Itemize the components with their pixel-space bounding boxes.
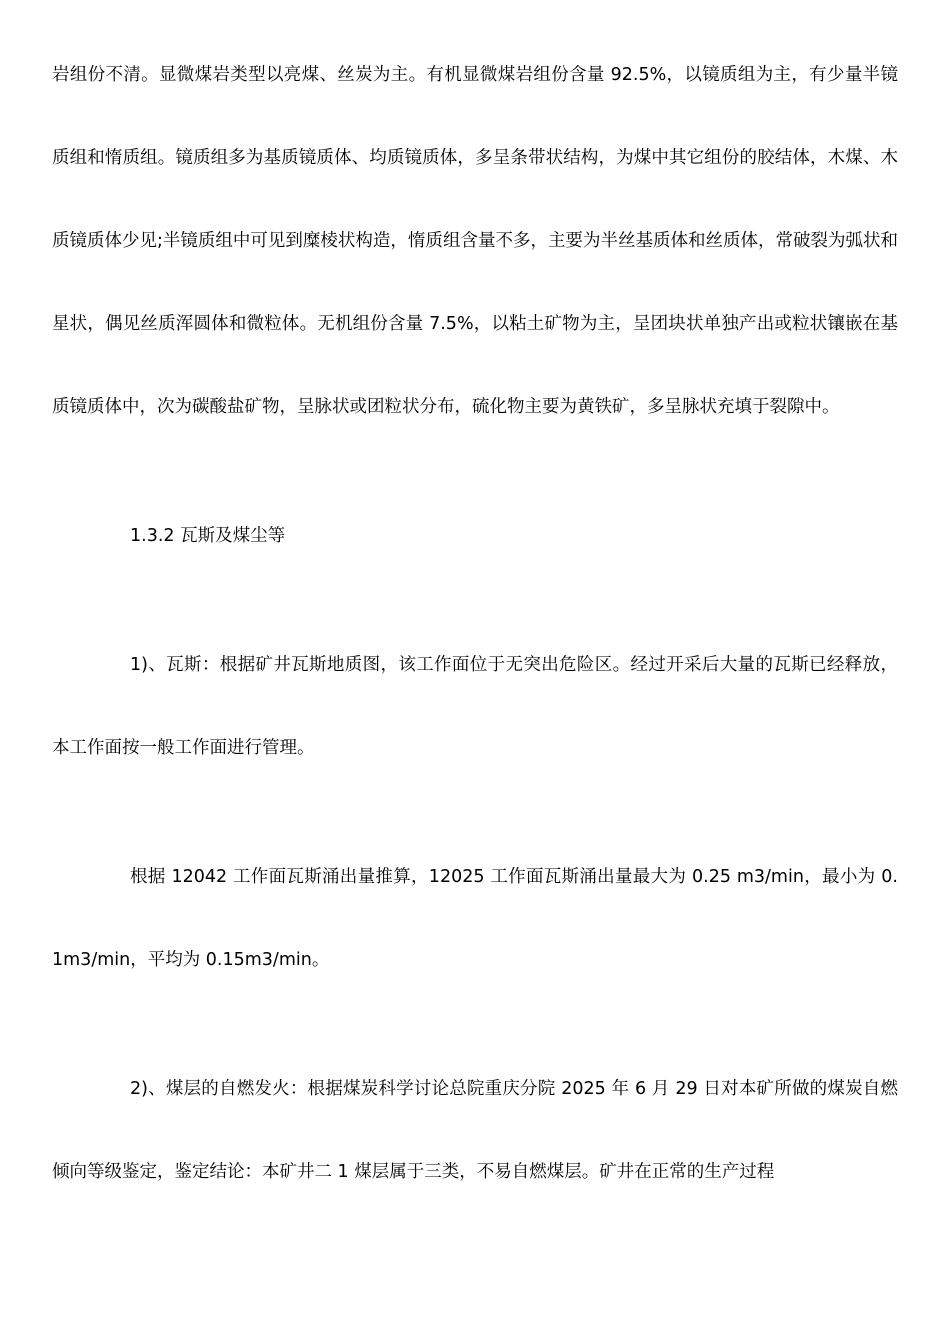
paragraph-coal-petrography: 岩组份不清。显微煤岩类型以亮煤、丝炭为主。有机显微煤岩组份含量 92.5%，以镜质组为主，有少量半镜质组和惰质组。镜质组多为基质镜质体、均质镜质体，多呈条带状结构，为煤中其它组份的胶结体，木煤、木质镜质体少见;半镜质组中可见到糜棱状构造，惰质组含量不多，主要为半丝基质体和丝质体，常破裂为弧状和星状，偶见丝质浑圆体和微粒体。无机组份含量 7.5%，以粘土矿物为主，呈团块状单独产出或粒状镶嵌在基质镜质体中，次为碳酸盐矿物，呈脉状或团粒状分布，硫化物主要为黄铁矿，多呈脉状充填于裂隙中。 [52,65,898,417]
spacer [52,578,898,624]
paragraph-gas: 1)、瓦斯：根据矿井瓦斯地质图，该工作面位于无突出危险区。经过开采后大量的瓦斯已经释放，本工作面按一般工作面进行管理。 [52,655,898,758]
paragraph-gas-emission: 根据 12042 工作面瓦斯涌出量推算，12025 工作面瓦斯涌出量最大为 0.25 m3/min，最小为 0.1m3/min，平均为 0.15m3/min。 [52,867,898,970]
spacer [52,1002,898,1048]
paragraph-spontaneous-combustion: 2)、煤层的自燃发火：根据煤炭科学讨论总院重庆分院 2025 年 6 月 29 日对本矿所做的煤炭自燃倾向等级鉴定，鉴定结论：本矿井二 1 煤层属于三类，不易自燃煤层。矿井在正常的生产过程 [52,1079,898,1182]
spacer [52,790,898,836]
section-heading: 1.3.2 瓦斯及煤尘等 [130,526,286,546]
document-page [52,0,898,1214]
spacer [52,449,898,495]
